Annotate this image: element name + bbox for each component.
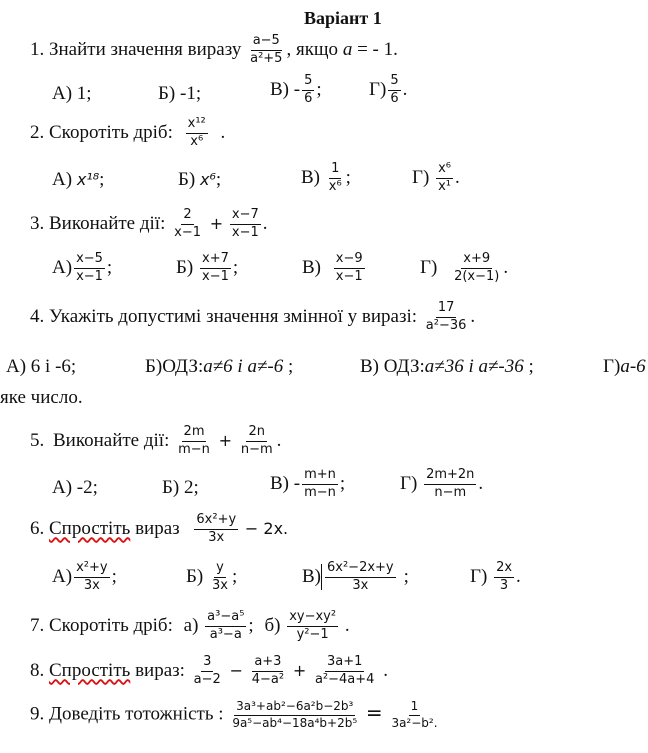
task-number: 3. — [30, 212, 45, 234]
answer-d: Г)a-6 — [603, 357, 646, 377]
task-text: вираз — [130, 517, 180, 539]
answer-a: А) 1; — [52, 83, 92, 104]
operator: + — [209, 213, 224, 233]
answer-b: Б) -1; — [158, 83, 202, 104]
equals-sign: = — [365, 700, 383, 725]
fraction-2: $\frac{2n}{n-m}$ — [240, 424, 273, 457]
fraction-3: $\frac{3a+1}{\text{a²−4a+4}}$ — [314, 654, 375, 687]
answer-d: Г) $\frac{2m+2n}{n-m}$ . — [400, 467, 484, 500]
task-text: вираз: — [130, 659, 185, 681]
answer-c: В) ОДЗ:a≠36 і a≠-36 ; — [360, 357, 534, 377]
answer-b: Б) x⁶; — [178, 169, 222, 190]
operator: − — [229, 660, 243, 680]
task-text: Знайти значення виразу — [49, 38, 242, 60]
task-3: 3. Виконайте дії: $\frac{2}{x-1}$ + $\frac{x-7}{x-1}$ . — [30, 207, 268, 240]
subtask-a-label: а) — [183, 614, 199, 636]
answer-a: А) x¹⁸; — [52, 169, 105, 190]
task-2-answers — [52, 161, 492, 196]
answer-d: Г) $\frac{2x}{3}$ . — [470, 560, 521, 593]
task-2: 2. Скоротіть дріб: $\frac{\text{x¹²}}{\text{x⁶}}$ . — [30, 116, 226, 149]
task-number: 8. — [30, 659, 45, 681]
answer-d: Г) $\frac{5}{6}$ . — [369, 73, 408, 106]
task-text: Скоротіть дріб: — [49, 121, 173, 143]
answer-c: В) $\frac{\text{6x²−2x+y}}{3x}$ ; — [302, 560, 409, 593]
subtask-b-label: б) — [264, 614, 281, 636]
answer-d: Г) $\frac{\text{x⁶}}{\text{x¹}}$ . — [412, 161, 460, 194]
task-text: Укажіть допустимі значення змінної у виразі: — [49, 305, 418, 327]
answer-c: В) - $\frac{5}{6}$ ; — [270, 73, 322, 106]
task-1-answers — [52, 73, 472, 110]
task-number: 5. — [30, 429, 45, 451]
answer-a: А) 6 і -6; — [6, 357, 77, 377]
answer-c: В) $\frac{x-9}{x-1}$ — [302, 251, 363, 284]
task-5: 5. Виконайте дії: $\frac{2m}{m-n}$ + $\frac{2n}{n-m}$ . — [30, 424, 282, 457]
task-1 — [30, 34, 398, 67]
task-9 — [30, 700, 442, 731]
task-text: Доведіть тотожність : — [49, 703, 224, 725]
fraction-left: $\frac{\text{3a³+ab²−6a²b−2b³}}{\text{9a⁵−ab⁴−18a⁴b+2b⁵}}$ — [232, 699, 358, 730]
task-text: Виконайте дії: — [53, 429, 170, 451]
answer-b: Б) 2; — [162, 477, 199, 498]
expression-fraction: $\frac{a-5}{\text{a²+5}}$ — [250, 33, 283, 66]
task-5-answers — [52, 468, 522, 508]
fraction-1: $\frac{3}{a-2}$ — [193, 654, 221, 687]
task-3-answers — [52, 252, 532, 292]
fraction-2: $\frac{x-7}{x-1}$ — [231, 207, 259, 240]
task-text-underlined: Спростіть — [49, 659, 131, 681]
answer-c: В) $\frac{1}{\text{x⁶}}$ ; — [301, 161, 351, 194]
condition-text: , якщо — [286, 38, 343, 60]
task-number: 7. — [30, 614, 45, 636]
task-6 — [30, 513, 288, 546]
task-number: 1. — [30, 38, 45, 60]
task-number: 6. — [30, 517, 45, 539]
fraction-a: $\frac{\text{a³−a⁵}}{\text{a³−a}}$ — [207, 609, 245, 642]
answer-c: В) - $\frac{m+n}{m-n}$ ; — [270, 467, 346, 500]
condition-value: = - 1. — [352, 38, 398, 60]
answer-a: А) $\frac{\text{x²+y}}{3x}$ ; — [52, 560, 117, 593]
fraction-1: $\frac{2m}{m-n}$ — [178, 424, 210, 457]
task-text-underlined: Спростіть — [49, 517, 131, 539]
expression-fraction: $\frac{\text{x¹²}}{\text{x⁶}}$ — [187, 116, 206, 149]
task-number: 2. — [30, 121, 45, 143]
variant-title: Варіант 1 — [304, 8, 382, 28]
expression-tail: − 2x. — [244, 518, 289, 538]
expression-fraction: $\frac{17}{\text{a²−36}}$ — [425, 300, 467, 333]
task-4-answers — [6, 357, 648, 381]
task-4-continuation: яке число. — [0, 387, 83, 408]
task-text: Скоротіть дріб: — [49, 614, 173, 636]
answer-a: А) $\frac{x-5}{x-1}$ ; — [52, 251, 113, 284]
task-6-answers — [52, 561, 532, 601]
answer-b: Б) $\frac{x+7}{x-1}$ ; — [176, 251, 239, 284]
fraction-right: $\frac{1}{\text{3a²−b².}}$ — [391, 699, 438, 730]
operator: + — [218, 430, 233, 450]
condition-variable: a — [342, 38, 353, 60]
task-text: Виконайте дії: — [49, 212, 166, 234]
operator: + — [292, 660, 307, 680]
task-number: 9. — [30, 703, 45, 725]
expression-fraction: $\frac{\text{6x²+y}}{3x}$ — [196, 512, 237, 545]
task-4: 4. Укажіть допустимі значення змінної у виразі: $\frac{17}{\text{a²−36}}$ . — [30, 300, 476, 333]
answer-b: Б) $\frac{y}{3x}$ ; — [186, 560, 238, 593]
fraction-b: $\frac{\text{xy−xy²}}{\text{y²−1}}$ — [289, 609, 337, 642]
answer-d: Г) $\frac{x+9}{2(x-1)}$ . — [420, 251, 509, 284]
answer-b: Б)ОДЗ:a≠6 і a≠-6 ; — [145, 357, 294, 377]
fraction-1: $\frac{2}{x-1}$ — [174, 207, 201, 240]
fraction-2: $\frac{a+3}{\text{4−a²}}$ — [251, 654, 285, 687]
task-number: 4. — [30, 305, 45, 327]
answer-a: А) -2; — [52, 477, 98, 498]
task-8: 8. Спростіть вираз: $\frac{3}{a-2}$ − $\frac{a+3}{\text{4−a²}}$ + $\frac{3a+1}{\text{a²−4a+4}}$ . — [30, 654, 388, 687]
task-7: 7. Скоротіть дріб: а) $\frac{\text{a³−a⁵}}{\text{a³−a}}$ ; б) $\frac{\text{xy−xy²}}{\text{y²−1}}$ . — [30, 609, 350, 642]
